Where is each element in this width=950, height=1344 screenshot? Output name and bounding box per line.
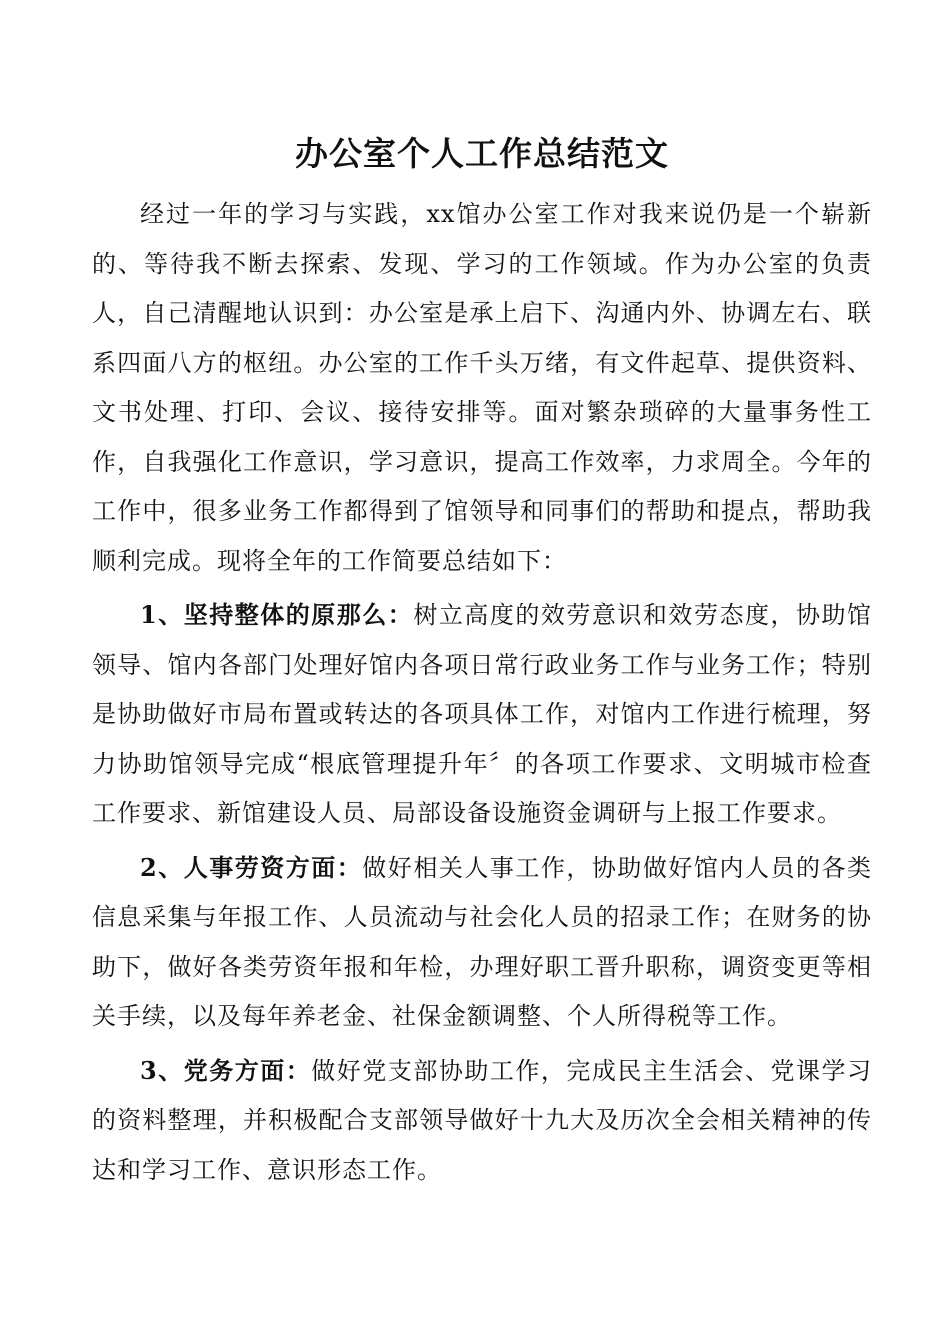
section-heading: 3、党务方面： bbox=[140, 1055, 312, 1085]
paragraph-text: 树立高度的效劳意识和效劳态度，协助馆领导、馆内各部门处理好馆内各项日常行政业务工作与业务工作；特别是协助做好市局布置或转达的各项具体工作，对馆内工作进行梳理，努力协助馆领导完成“根底管理提升年〞的各项工作要求、文明城市检查工作要求、新馆建设人员、局部设备设施资金调研与上报工作要求。 bbox=[92, 601, 873, 827]
paragraph-section-2 bbox=[92, 843, 872, 1042]
section-heading: 1、坚持整体的原那么： bbox=[140, 600, 414, 629]
paragraph-text: 做好相关人事工作，协助做好馆内人员的各类信息采集与年报工作、人员流动与社会化人员的招录工作；在财务的协助下，做好各类劳资年报和年检，办理好职工晋升职称，调资变更等相关手续，以及每年养老金、社保金额调整、个人所得税等工作。 bbox=[92, 853, 872, 1030]
paragraph-text: 经过一年的学习与实践，xx馆办公室工作对我来说仍是一个崭新的、等待我不断去探索、发现、学习的工作领域。作为办公室的负责人，自己清醒地认识到：办公室是承上启下、沟通内外、协调左右、联系四面八方的枢纽。办公室的工作千头万绪，有文件起草、提供资料、文书处理、打印、会议、接待安排等。面对繁杂琐碎的大量事务性工作，自我强化工作意识，学习意识，提高工作效率，力求周全。今年的工作中，很多业务工作都得到了馆领导和同事们的帮助和提点，帮助我顺利完成。现将全年的工作简要总结如下： bbox=[92, 200, 872, 575]
paragraph-section-3 bbox=[92, 1046, 872, 1196]
section-heading: 2、人事劳资方面： bbox=[140, 852, 363, 882]
document-page bbox=[92, 130, 872, 1199]
document-title: 办公室个人工作总结范文 bbox=[295, 134, 669, 173]
paragraph-text: 做好党支部协助工作，完成民主生活会、党课学习的资料整理，并积极配合支部领导做好十九大及历次全会相关精神的传达和学习工作、意识形态工作。 bbox=[92, 1056, 873, 1184]
paragraph-intro bbox=[92, 190, 872, 586]
paragraph-section-1 bbox=[92, 590, 872, 839]
